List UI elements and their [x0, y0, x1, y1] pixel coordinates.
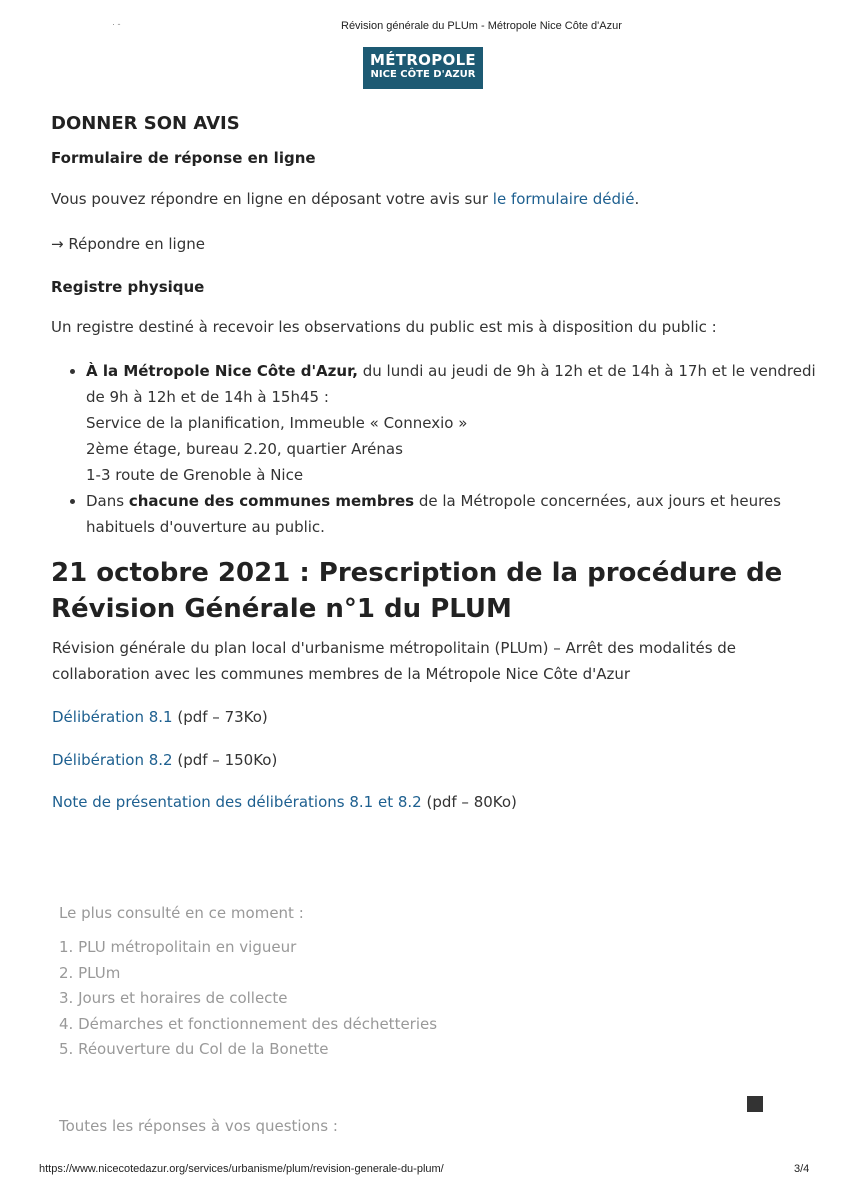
most-viewed-item[interactable]: 1. PLU métropolitain en vigueur [59, 938, 297, 956]
communes-bold: chacune des communes membres [128, 492, 415, 510]
most-viewed-item[interactable]: 4. Démarches et fonctionnement des déchetteries [59, 1014, 438, 1033]
register-address-line: 2ème étage, bureau 2.20, quartier Arénas [86, 440, 403, 458]
most-viewed-heading: Le plus consulté en ce moment : [59, 904, 304, 922]
prescription-title: 21 octobre 2021 : Prescription de la procédure de Révision Générale n°1 du PLUM [51, 558, 783, 624]
register-address-line: Service de la planification, Immeuble « Connexio » [86, 414, 468, 432]
logo-line-1: MÉTROPOLE [370, 51, 476, 69]
register-location-hours: du lundi au jeudi de 9h à 12h et de 14h à 17h et le vendredi de 9h à 12h et de 14h à 15h45 : [86, 362, 816, 406]
online-form-text-start: Vous pouvez répondre en ligne en déposant votre avis sur [51, 190, 493, 208]
most-viewed-item[interactable]: 3. Jours et horaires de collecte [59, 989, 288, 1007]
footer-url: https://www.nicecotedazur.org/services/urbanisme/plum/revision-generale-du-plum/ [39, 1163, 444, 1175]
logo-line-2: NICE CÔTE D'AZUR [370, 69, 476, 80]
document-item-note [52, 793, 517, 811]
physical-register-heading: Registre physique [51, 278, 205, 296]
document-item-8-2 [52, 751, 277, 769]
most-viewed-list [59, 935, 437, 1063]
physical-register-intro: Un registre destiné à recevoir les observations du public est mis à disposition du public : [51, 318, 717, 336]
deliberation-8-1-link[interactable]: Délibération 8.1 [52, 708, 173, 726]
online-form-text [51, 190, 639, 208]
most-viewed-item[interactable]: 2. PLUm [59, 963, 121, 982]
communes-text: de la Métropole concernées, aux jours et heures habituels d'ouverture au public. [86, 492, 781, 536]
dedicated-form-link[interactable]: le formulaire dédié [492, 190, 635, 208]
scroll-to-top-button[interactable] [747, 1096, 763, 1112]
section-title-donner-avis: DONNER SON AVIS [51, 113, 240, 134]
register-address-line: 1-3 route de Grenoble à Nice [86, 466, 304, 484]
deliberation-8-2-link[interactable]: Délibération 8.2 [52, 751, 173, 769]
register-location-bold: À la Métropole Nice Côte d'Azur, [86, 362, 358, 380]
print-header-title: Révision générale du PLUm - Métropole Nice Côte d'Azur [341, 20, 622, 32]
prescription-lead: Révision générale du plan local d'urbanisme métropolitain (PLUm) – Arrêt des modalités de collaboration avec les communes membres de la Métropole Nice Côte d'Azur [52, 639, 737, 683]
online-form-heading: Formulaire de réponse en ligne [51, 149, 316, 167]
presentation-note-info: (pdf – 80Ko) [421, 793, 517, 811]
footer-page-number: 3/4 [794, 1163, 810, 1175]
deliberation-8-2-info: (pdf – 150Ko) [172, 751, 278, 769]
most-viewed-item[interactable]: 5. Réouverture du Col de la Bonette [59, 1040, 329, 1058]
faq-heading: Toutes les réponses à vos questions : [59, 1117, 338, 1135]
online-form-text-end: . [634, 190, 640, 208]
document-item-8-1 [52, 708, 268, 726]
list-item [86, 488, 816, 540]
scan-speck: · - [112, 19, 121, 29]
communes-pre: Dans [86, 492, 129, 510]
respond-online-link[interactable]: → Répondre en ligne [51, 235, 205, 253]
metropole-logo[interactable] [363, 47, 483, 89]
deliberation-8-1-info: (pdf – 73Ko) [172, 708, 268, 726]
register-locations-list [66, 358, 816, 540]
list-item [86, 358, 816, 488]
presentation-note-link[interactable]: Note de présentation des délibérations 8.1 et 8.2 [52, 793, 422, 811]
